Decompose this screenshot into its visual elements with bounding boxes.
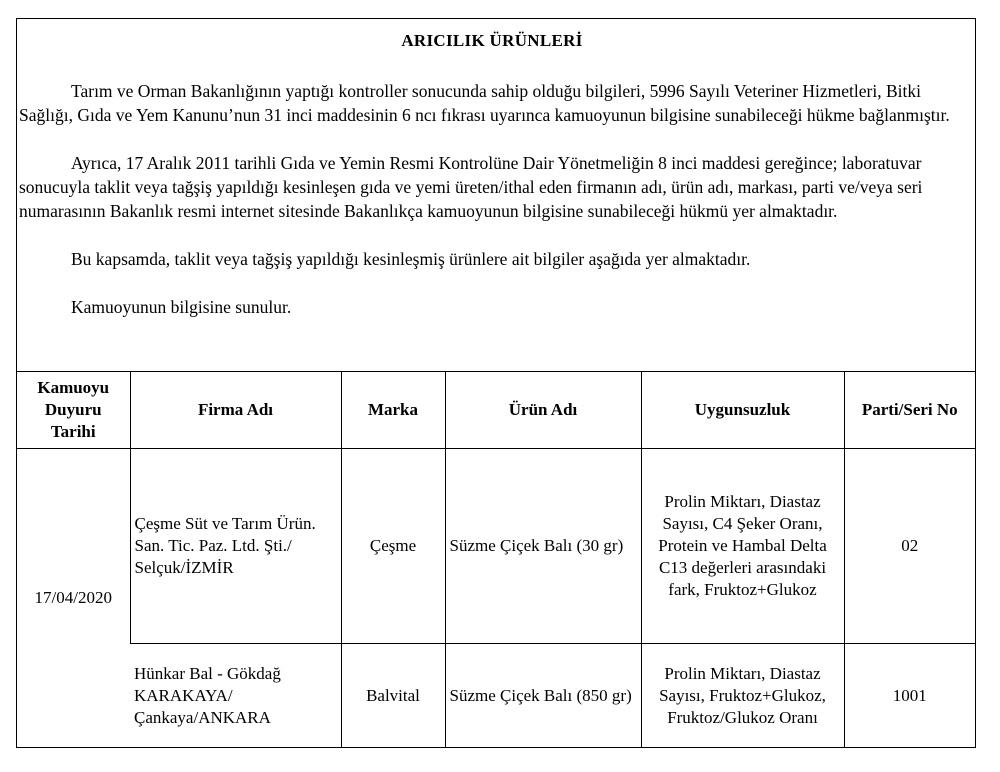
nonconformity-cell: Prolin Miktarı, Diastaz Sayısı, Fruktoz+Glukoz, Fruktoz/Glukoz Oranı: [641, 644, 844, 748]
firm-name-cell: Hünkar Bal - Gökdağ KARAKAYA/ Çankaya/ANKARA: [134, 663, 281, 727]
nonconformity-cell: Prolin Miktarı, Diastaz Sayısı, C4 Şeker Oranı, Protein ve Hambal Delta C13 değerleri arasındaki fark, Fruktoz+Glukoz: [641, 449, 844, 644]
page-title: ARICILIK ÜRÜNLERİ: [401, 31, 583, 50]
lot-number-cell: 1001: [844, 644, 975, 748]
header-firm-name: Firma Adı: [130, 372, 341, 449]
brand-cell: Balvital: [341, 644, 445, 748]
announcement-date-cell: 17/04/2020: [17, 449, 130, 748]
table-row: [17, 644, 975, 748]
brand-cell: Çeşme: [341, 449, 445, 644]
document-frame: [16, 18, 976, 748]
header-nonconformity: Uygunsuzluk: [641, 372, 844, 449]
paragraph-announcement: Kamuoyunun bilgisine sunulur.: [71, 297, 292, 317]
header-lot-number: Parti/Seri No: [844, 372, 975, 449]
lot-number-cell: 02: [844, 449, 975, 644]
paragraph-scope: Bu kapsamda, taklit veya tağşiş yapıldığı kesinleşmiş ürünlere ait bilgiler aşağıda yer almaktadır.: [71, 249, 751, 269]
table-header-row: [17, 372, 975, 449]
product-name-cell: Süzme Çiçek Balı (850 gr): [445, 644, 641, 748]
document-header: [17, 19, 975, 372]
header-brand: Marka: [341, 372, 445, 449]
header-product-name: Ürün Adı: [445, 372, 641, 449]
table-row: [17, 449, 975, 644]
paragraph-legal-basis: Tarım ve Orman Bakanlığının yaptığı kontroller sonucunda sahip olduğu bilgileri, 5996 Sayılı Veteriner Hizmetleri, Bitki Sağlığı, Gıda ve Yem Kanunu’nun 31 inci maddesinin 6 ncı fıkrası uyarınca kamuoyunun bilgisine sunabileceği hükme bağlanmıştır.: [19, 81, 950, 125]
paragraph-regulation: Ayrıca, 17 Aralık 2011 tarihli Gıda ve Yemin Resmi Kontrolüne Dair Yönetmeliğin 8 inci maddesi gereğince; laboratuvar sonucuyla taklit veya tağşiş yapıldığı kesinleşen gıda ve yemi üreten/ithal eden firmanın adı, ürün adı, markası, parti ve/veya seri numarasının Bakanlık resmi internet sitesinde Bakanlıkça kamuoyunun bilgisine sunabileceği hükmü yer almaktadır.: [19, 153, 923, 221]
product-name-cell: Süzme Çiçek Balı (30 gr): [445, 449, 641, 644]
header-announcement-date: Kamuoyu Duyuru Tarihi: [17, 372, 130, 449]
products-table: [17, 372, 975, 748]
firm-name-cell: Çeşme Süt ve Tarım Ürün. San. Tic. Paz. Ltd. Şti./ Selçuk/İZMİR: [130, 449, 341, 644]
